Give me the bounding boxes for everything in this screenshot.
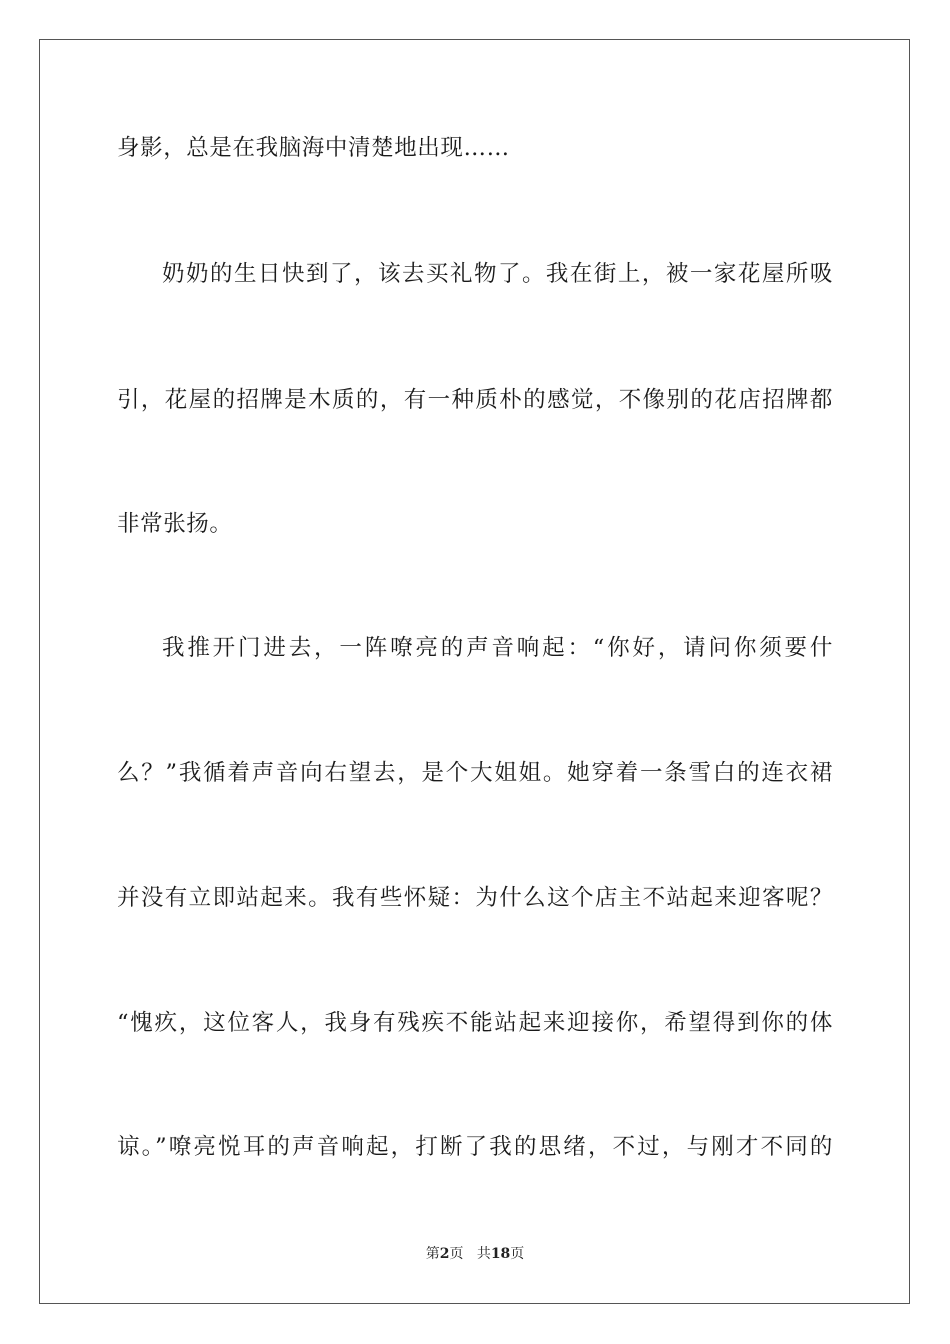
- total-prefix: 共: [476, 1246, 491, 1262]
- paragraph-start-line: 奶奶的生日快到了，该去买礼物了。我在街上，被一家花屋所吸: [162, 261, 833, 287]
- text-line-9: 谅。”嘹亮悦耳的声音响起，打断了我的思绪，不过，与刚才不同的: [117, 1134, 833, 1160]
- page-border: [39, 39, 910, 1304]
- text-line-4: 非常张扬。: [117, 511, 233, 537]
- total-pages: 18: [490, 1246, 511, 1262]
- text-line-8: “愧疚，这位客人，我身有残疾不能站起来迎接你，希望得到你的体: [117, 1010, 833, 1036]
- page-footer: [0, 1245, 950, 1263]
- paragraph-start-line: 我推开门进去，一阵嘹亮的声音响起：“你好，请问你须要什: [162, 635, 833, 661]
- text-line-3: 引，花屋的招牌是木质的，有一种质朴的感觉，不像别的花店招牌都: [117, 387, 833, 413]
- page-number: 2: [439, 1246, 450, 1262]
- text-line-1: 身影，总是在我脑海中清楚地出现……: [117, 135, 510, 161]
- total-suffix: 页: [510, 1246, 525, 1262]
- text-line-7: 并没有立即站起来。我有些怀疑：为什么这个店主不站起来迎客呢？: [117, 885, 833, 911]
- text-line-6: 么？”我循着声音向右望去，是个大姐姐。她穿着一条雪白的连衣裙: [117, 760, 833, 786]
- page-suffix: 页: [449, 1246, 464, 1262]
- page-prefix: 第: [425, 1246, 440, 1262]
